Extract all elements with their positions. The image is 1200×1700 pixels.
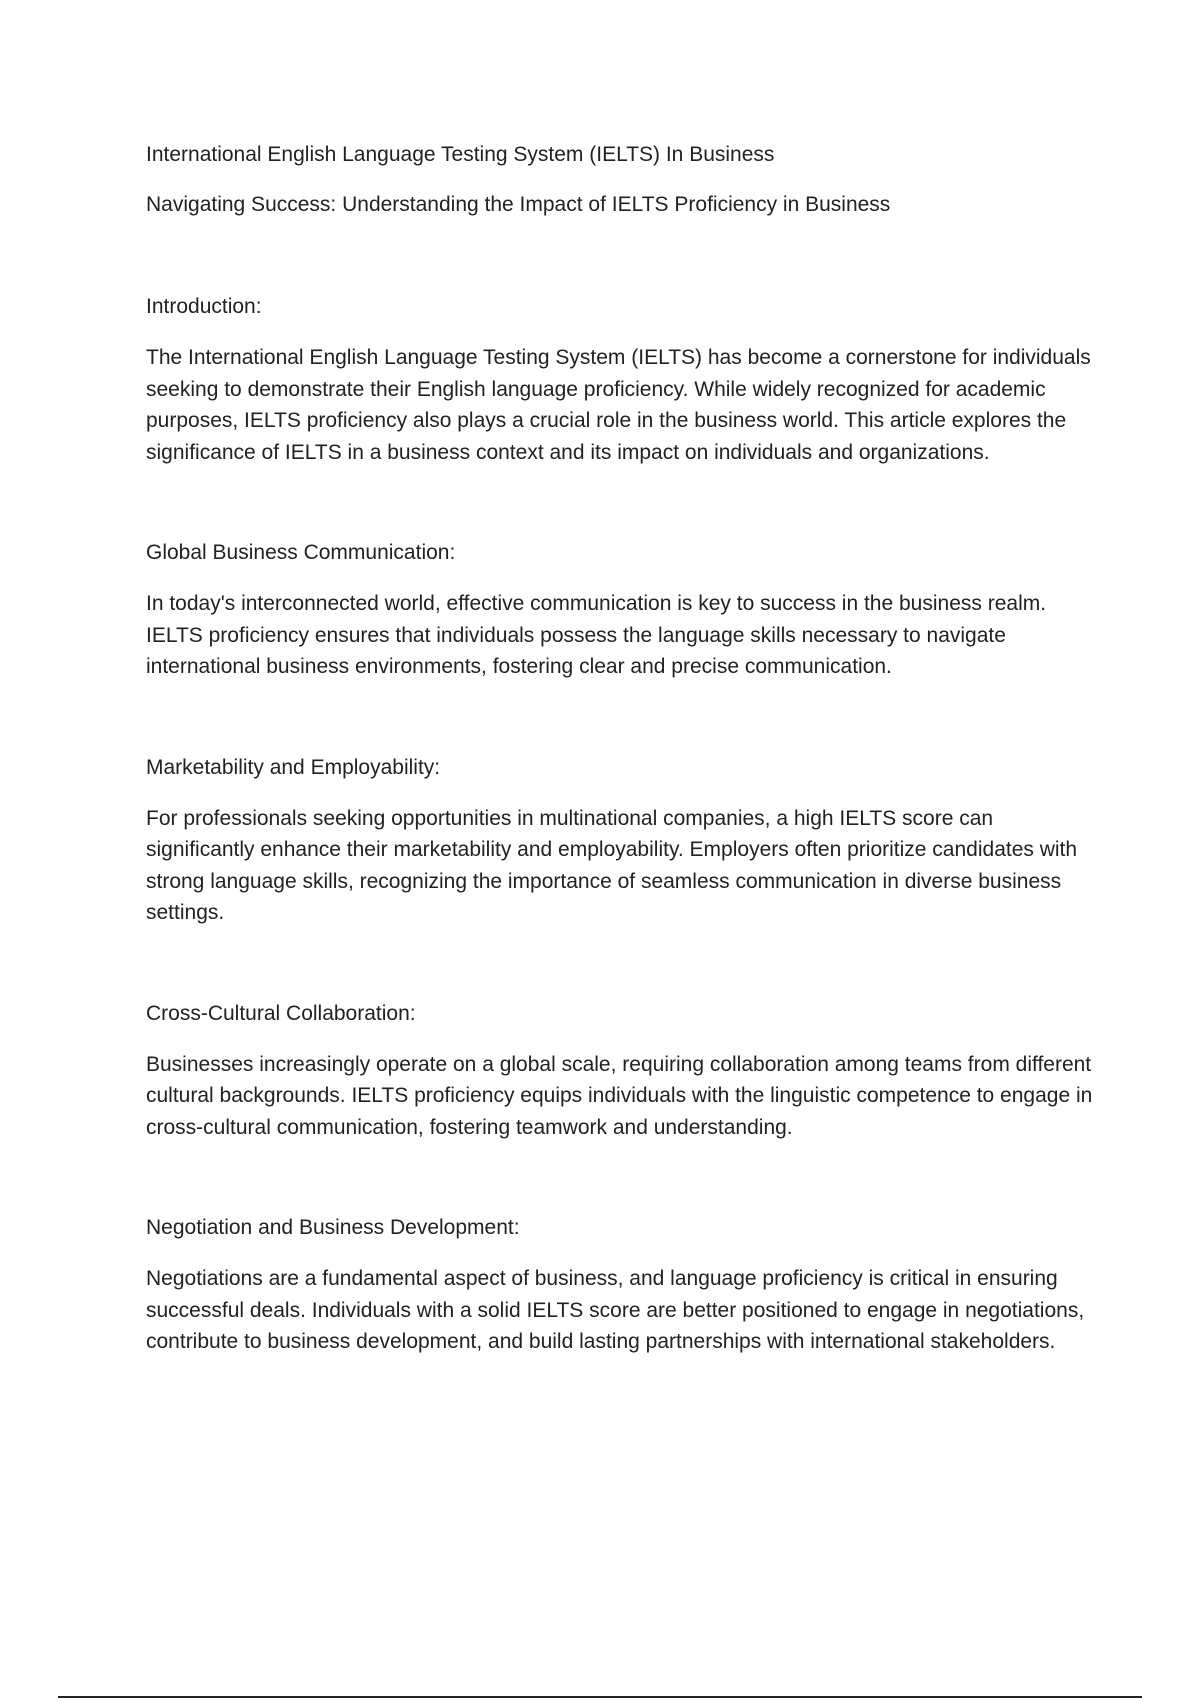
section-heading: Cross-Cultural Collaboration: <box>146 1001 416 1025</box>
section-negotiation-business-development <box>146 1213 1106 1358</box>
section-body: Businesses increasingly operate on a global scale, requiring collaboration among teams from different cultural backgrounds. IELTS proficiency equips individuals with the linguistic competence to engage in cross-cultural communication, fostering teamwork and understanding. <box>146 1052 1093 1139</box>
section-cross-cultural-collaboration <box>146 999 1106 1144</box>
section-heading: Introduction: <box>146 295 262 318</box>
section-marketability-employability <box>146 753 1106 929</box>
section-global-business-communication <box>146 538 1106 683</box>
section-introduction <box>146 292 1106 468</box>
section-body: In today's interconnected world, effective communication is key to success in the business realm. IELTS proficiency ensures that individuals possess the language skills necessary to navigate international business environments, fostering clear and precise communication. <box>146 592 1047 678</box>
section-body: Negotiations are a fundamental aspect of business, and language proficiency is critical in ensuring successful deals. Individuals with a solid IELTS score are better positioned to engage in negotiations, contribute to business development, and build lasting partnerships with international stakeholders. <box>146 1267 1085 1353</box>
section-heading: Global Business Communication: <box>146 541 456 564</box>
section-heading: Marketability and Employability: <box>146 755 441 779</box>
section-heading: Negotiation and Business Development: <box>146 1216 520 1239</box>
document-title: International English Language Testing System (IELTS) In Business <box>146 143 775 166</box>
page-bottom-rule <box>58 1696 1142 1698</box>
document-subtitle: Navigating Success: Understanding the Impact of IELTS Proficiency in Business <box>146 193 891 216</box>
section-body: For professionals seeking opportunities in multinational companies, a high IELTS score can significantly enhance their marketability and employability. Employers often prioritize candidates with strong language skills, recognizing the importance of seamless communication in diverse business settings. <box>146 806 1078 924</box>
document-page <box>146 140 1106 1428</box>
section-body: The International English Language Testing System (IELTS) has become a cornerstone for individuals seeking to demonstrate their English language proficiency. While widely recognized for academic purposes, IELTS proficiency also plays a crucial role in the business world. This article explores the significance of IELTS in a business context and its impact on individuals and organizations. <box>146 346 1091 464</box>
